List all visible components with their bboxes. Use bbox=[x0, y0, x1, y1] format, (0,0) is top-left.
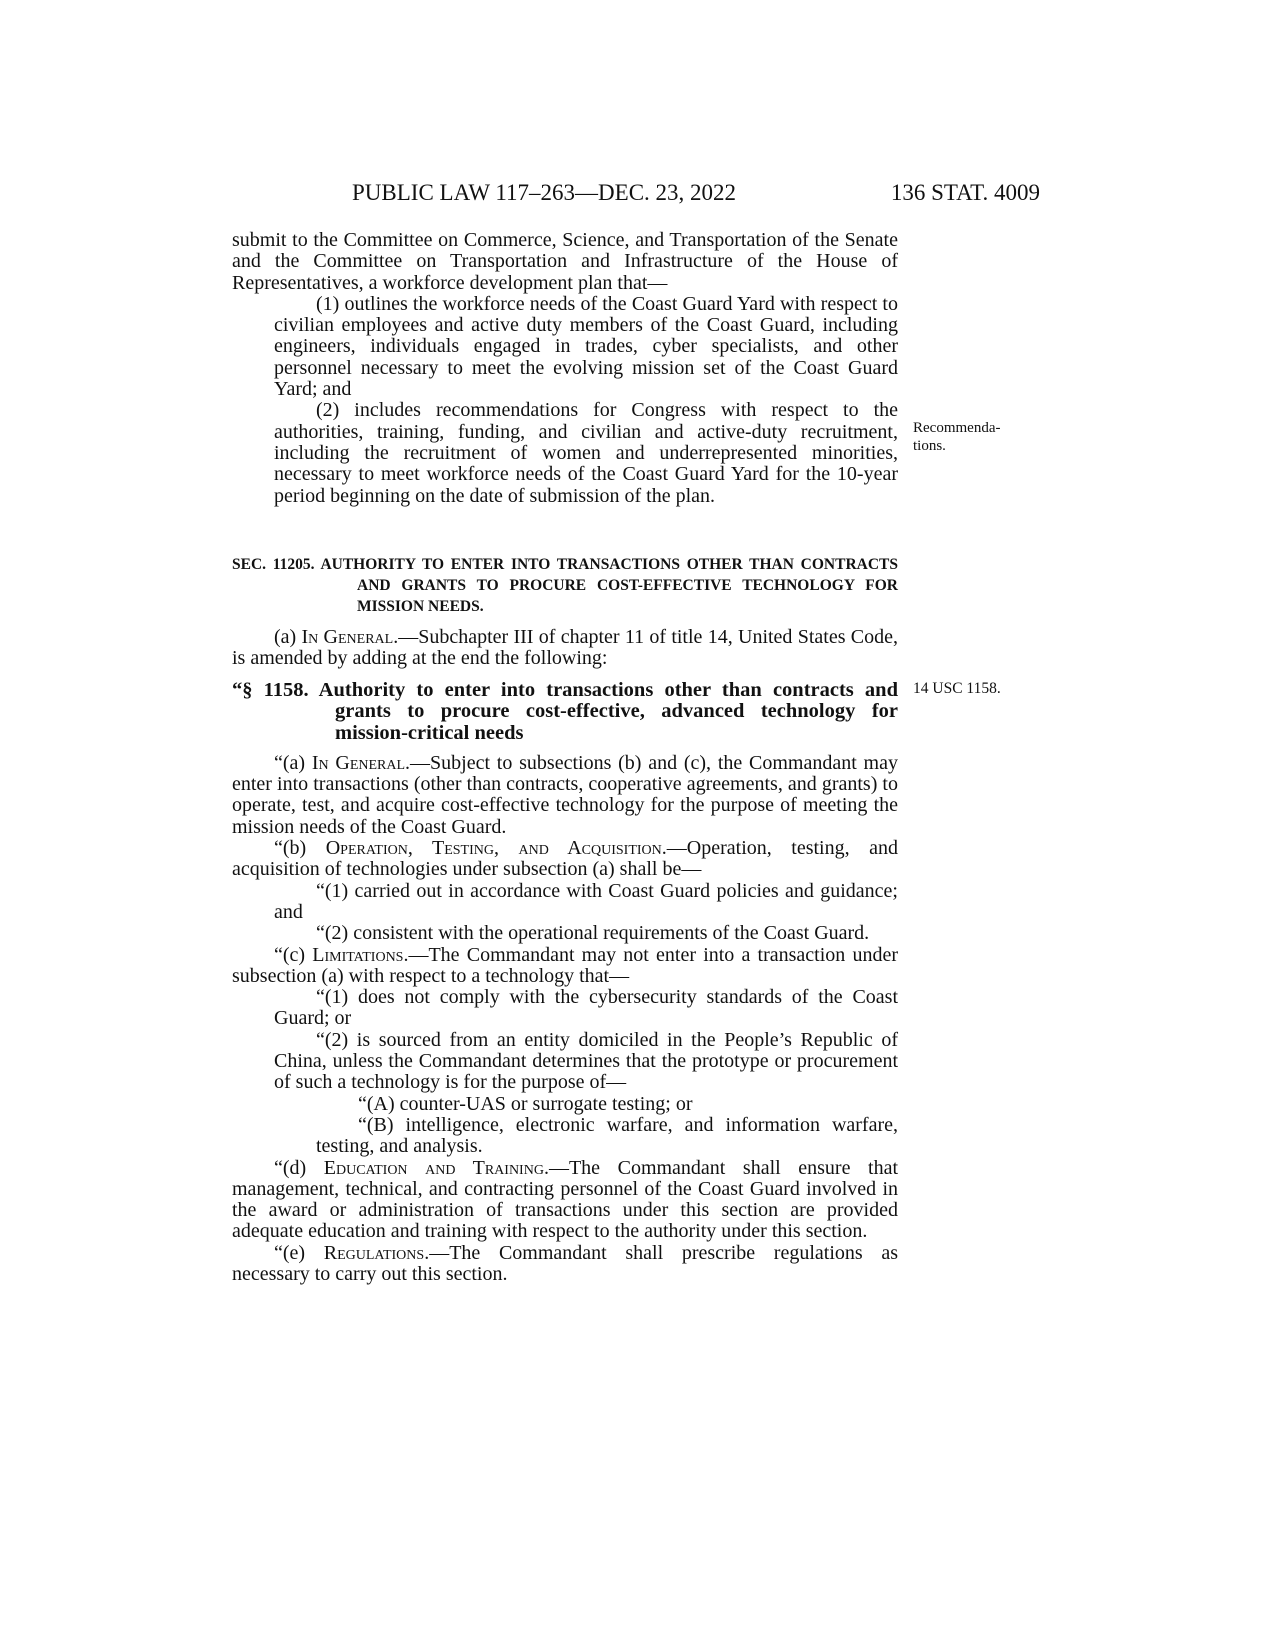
subsection-a-caption: In General bbox=[301, 626, 394, 648]
qc-prefix: “(c) bbox=[274, 943, 313, 966]
code-section-heading: “§ 1158. Authority to enter into transactions other than contracts and grants to procure cost-effective, advanced technology for mission-critical needs bbox=[232, 679, 898, 744]
section-heading: SEC. 11205. AUTHORITY TO ENTER INTO TRANSACTIONS OTHER THAN CONTRACTS AND GRANTS TO PROCURE COST-EFFECTIVE TECHNOLOGY FOR MISSION NEEDS. bbox=[232, 556, 898, 615]
margin-note-line: Recommenda- bbox=[913, 420, 1001, 436]
qb-prefix: “(b) bbox=[274, 837, 326, 860]
qc-caption: Limitations bbox=[312, 943, 404, 966]
quoted-subsection-e bbox=[232, 1243, 898, 1286]
qe-prefix: “(e) bbox=[274, 1241, 324, 1264]
margin-note-usc: 14 USC 1158. bbox=[913, 680, 1001, 697]
workforce-plan-block bbox=[232, 230, 898, 507]
subsection-a-prefix: (a) bbox=[274, 626, 302, 648]
running-header bbox=[232, 180, 1040, 210]
quoted-c-B: “(B) intelligence, electronic warfare, and information warfare, testing, and analysis. bbox=[316, 1113, 898, 1158]
qd-prefix: “(d) bbox=[274, 1156, 324, 1179]
subsection-a-paragraph bbox=[232, 627, 898, 670]
quoted-b-2: “(2) consistent with the operational requirements of the Coast Guard. bbox=[316, 922, 870, 945]
header-stat-page: 136 STAT. 4009 bbox=[890, 180, 1040, 205]
quoted-subsection-b bbox=[232, 838, 898, 881]
item-1-paragraph: (1) outlines the workforce needs of the Coast Guard Yard with respect to civilian employees and active duty members of the Coast Guard, including engineers, individuals engaged in trades, cyber specialists, and other personnel necessary to meet the evolving mission set of the Coast Guard Yard; and bbox=[274, 292, 898, 401]
quoted-subsection-d bbox=[232, 1158, 898, 1243]
section-11205-block bbox=[232, 554, 898, 670]
quoted-c-2: “(2) is sourced from an entity domiciled in the People’s Republic of China, unless the Commandant determines that the prototype or procurement of such a technology is for the purpose of— bbox=[274, 1028, 898, 1094]
quoted-c-A: “(A) counter-UAS or surrogate testing; or bbox=[358, 1092, 693, 1115]
qd-text: .—The Commandant shall ensure that management, technical, and contracting personnel of the Coast Guard involved in the award or administration of transactions under this section are provided adequate education and training with respect to the authority under this section. bbox=[232, 1156, 899, 1243]
quoted-subsection-a bbox=[232, 753, 898, 838]
intro-paragraph: submit to the Committee on Commerce, Science, and Transportation of the Senate and the Committee on Transportation and Infrastructure of the House of Representatives, a workforce development plan that— bbox=[232, 229, 898, 294]
qd-caption: Education and Training bbox=[323, 1156, 544, 1179]
qe-caption: Regulations bbox=[323, 1241, 425, 1264]
quoted-c-1: “(1) does not comply with the cybersecurity standards of the Coast Guard; or bbox=[274, 986, 898, 1030]
header-title: PUBLIC LAW 117–263—DEC. 23, 2022 bbox=[352, 180, 737, 205]
qa-text: .—Subject to subsections (b) and (c), the Commandant may enter into transactions (other than contracts, cooperative agreements, and grants) to operate, test, and acquire cost-effective technology for the purpose of meeting the mission needs of the Coast Guard. bbox=[232, 751, 898, 838]
subsection-a-text: .—Subchapter III of chapter 11 of title 14, United States Code, is amended by adding at the end the following: bbox=[232, 626, 899, 670]
quoted-b-1: “(1) carried out in accordance with Coast Guard policies and guidance; and bbox=[274, 879, 898, 923]
quoted-subsection-c bbox=[232, 945, 898, 988]
code-section-1158 bbox=[232, 680, 898, 1285]
item-2-paragraph: (2) includes recommendations for Congress with respect to the authorities, training, funding, and civilian and active-duty recruitment, including the recruitment of women and underrepresented minorities, necessary to meet workforce needs of the Coast Guard Yard for the 10-year period beginning on the date of submission of the plan. bbox=[274, 399, 898, 507]
qb-text: .—Operation, testing, and acquisition of technologies under subsection (a) shall be— bbox=[232, 837, 898, 881]
qe-text: .—The Commandant shall prescribe regulations as necessary to carry out this section. bbox=[232, 1241, 898, 1286]
margin-note-recommendations bbox=[913, 419, 1000, 455]
qa-prefix: “(a) bbox=[274, 751, 312, 774]
margin-note-line: tions. bbox=[913, 438, 946, 454]
qb-caption: Operation, Testing, and Acquisition bbox=[325, 837, 662, 860]
qc-text: .—The Commandant may not enter into a transaction under subsection (a) with respect to a technology that— bbox=[232, 943, 899, 987]
qa-caption: In General bbox=[311, 751, 406, 774]
